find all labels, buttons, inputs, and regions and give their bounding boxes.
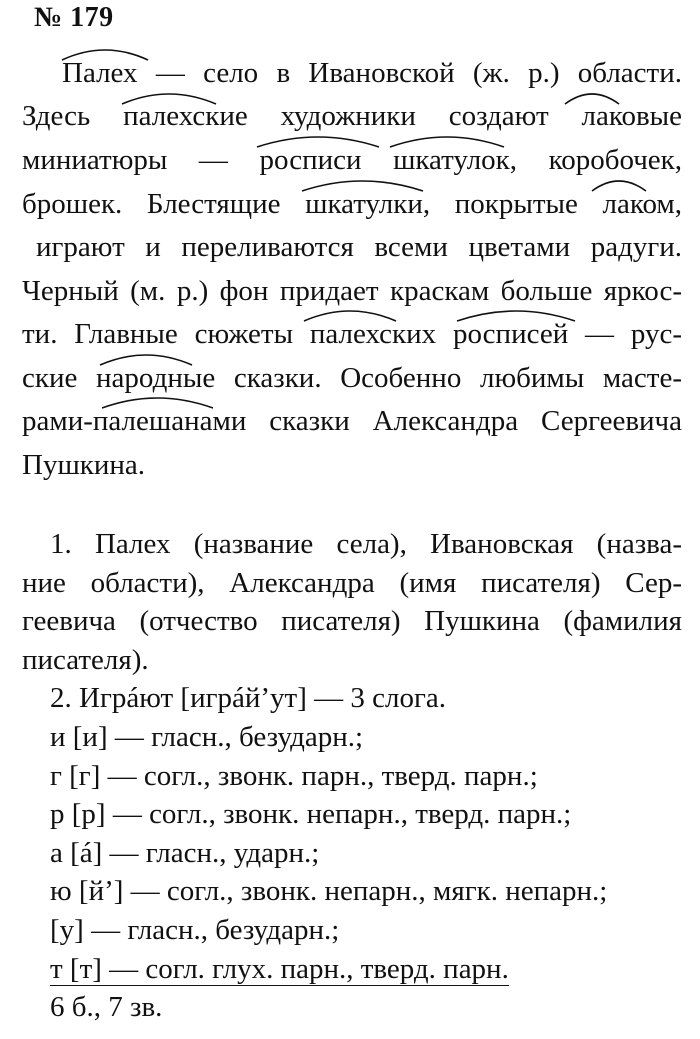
root-arc-mark: [255, 131, 381, 151]
answer-line-7: г [г] — согл., звонк. парн., тверд. парн.;: [50, 759, 538, 792]
root-arc-mark: [98, 349, 194, 369]
text-line-8: ские народные сказки. Особенно любимы масте-: [22, 362, 682, 394]
text-line-5: играют и переливаются всеми цветами радуги.: [36, 231, 682, 263]
root-arc-mark: [563, 88, 621, 108]
answer-line-1: 1. Палех (название села), Ивановская (назва-: [50, 528, 682, 560]
answer-line-2: ние области), Александра (имя писателя) Сер-: [22, 566, 682, 599]
root-arc-mark: [60, 44, 150, 64]
root-arc-mark: [590, 175, 648, 195]
answer-line-13: 6 б., 7 зв.: [50, 991, 163, 1024]
answer-line-12-wrap: [50, 952, 509, 986]
text-line-10: Пушкина.: [22, 449, 146, 481]
text-line-7: ти. Главные сюжеты палехских росписей — рус-: [22, 318, 682, 350]
text-line-4: брошек. Блестящие шкатулки, покрытые лаком,: [22, 188, 682, 220]
answer-line-12: т [т] — согл. глух. парн., тверд. парн.: [50, 952, 509, 985]
text-line-6: Черный (м. р.) фон придает краскам больше яркос-: [22, 275, 682, 307]
root-arc-mark: [120, 88, 218, 108]
answer-line-3: геевича (отчество писателя) Пушкина (фамилия: [22, 605, 682, 638]
text-line-2: Здесь палехские художники создают лаковые: [22, 100, 682, 132]
root-arc-mark: [300, 175, 425, 195]
text-line-1: Палех — село в Ивановской (ж. р.) области.: [62, 57, 682, 89]
answer-line-6: и [и] — гласн., безударн.;: [50, 721, 364, 753]
exercise-number: № 179: [34, 2, 114, 33]
text-line-9: рами-палешанами сказки Александра Сергеевича: [22, 405, 682, 437]
answer-line-8: р [р] — согл., звонк. непарн., тверд. парн.;: [50, 798, 572, 831]
root-arc-mark: [455, 305, 577, 325]
answer-line-9: а [á] — гласн., ударн.;: [50, 836, 320, 869]
answer-line-10: ю [й’] — согл., звонк. непарн., мягк. непарн.;: [50, 875, 608, 908]
answer-line-4: писателя).: [22, 643, 149, 676]
root-arc-mark: [388, 131, 506, 151]
root-arc-mark: [302, 305, 398, 325]
answer-line-11: [у] — гласн., безударн.;: [50, 914, 340, 946]
text-line-3: миниатюры — росписи шкатулок, коробочек,: [22, 144, 682, 176]
root-arc-mark: [100, 392, 215, 412]
answer-line-5: 2. Игрáют [игрáй’ут] — 3 слога.: [50, 682, 446, 715]
